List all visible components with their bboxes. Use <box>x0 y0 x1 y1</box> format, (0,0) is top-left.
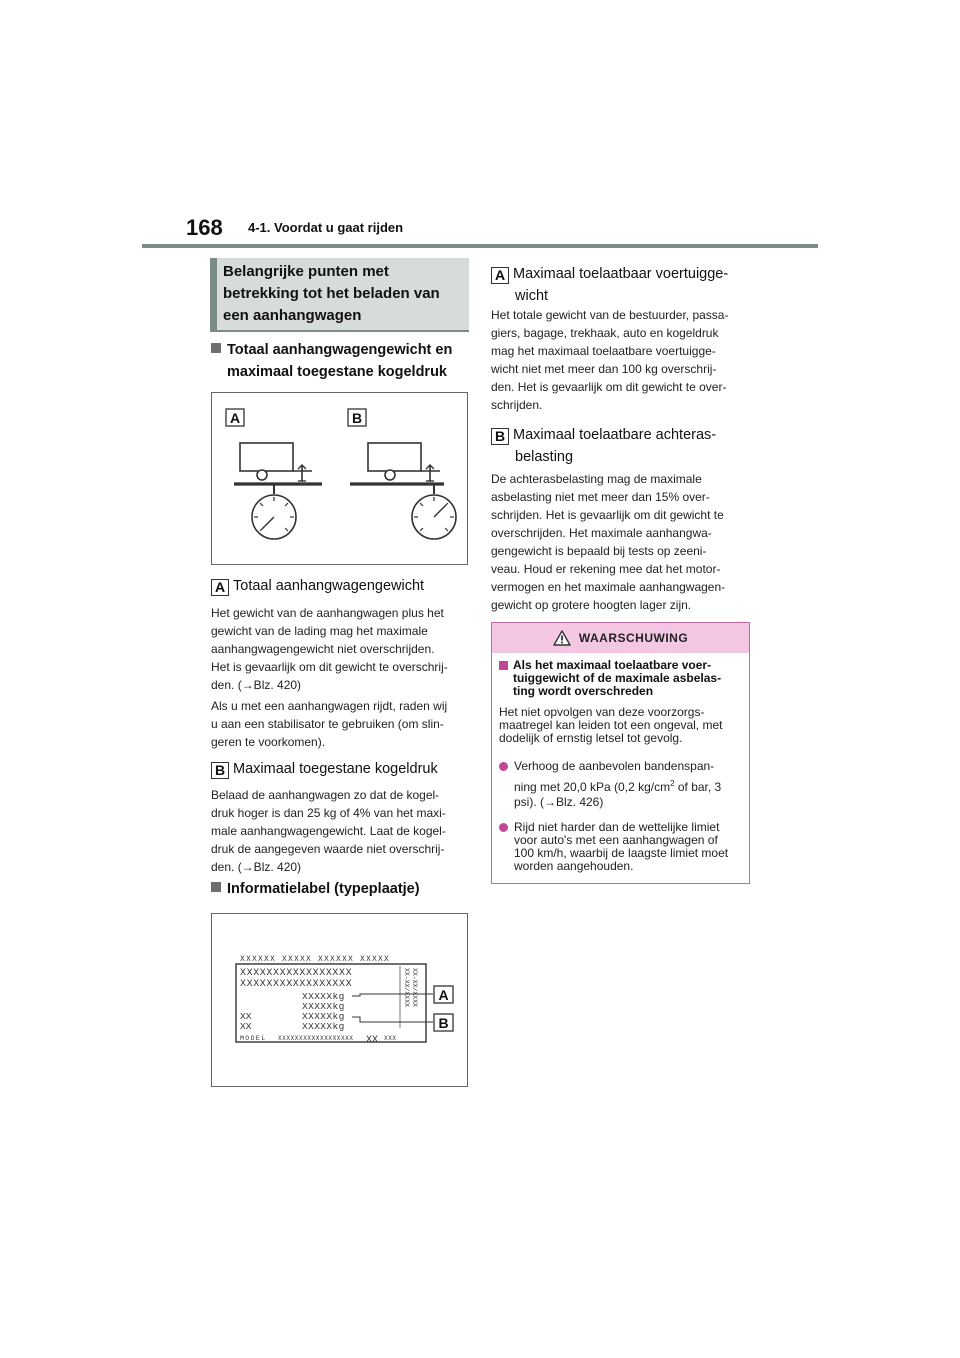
figure-label-a: A <box>229 410 241 426</box>
header-rule <box>142 244 818 248</box>
label-a-badge: A <box>211 579 229 596</box>
topic-title-line: een aanhangwagen <box>223 307 362 324</box>
warning-triangle-icon <box>553 630 571 646</box>
plate-callout-b: B <box>438 1015 449 1031</box>
topic-title-line: betrekking tot het beladen van <box>223 285 440 302</box>
right-item-a-heading: A Maximaal toelaatbaar voertuigge- wicht <box>491 263 753 307</box>
square-bullet-icon <box>211 882 221 892</box>
warning-title: WAARSCHUWING <box>578 631 689 645</box>
label-b-badge: B <box>211 762 229 779</box>
trailer-weight-figure <box>211 392 468 565</box>
item-a-paragraph-1: Het gewicht van de aanhangwagen plus het gewicht van de lading mag het maximale aanhangwagengewicht niet overschrijden. Het is gevaarlijk om dit gewicht te overschrij- den. (→Blz. 420) <box>211 606 448 692</box>
topic-title-line: Belangrijke punten met <box>223 263 389 280</box>
plate-row-6: XXXXXkg <box>302 1011 345 1022</box>
topic-title-box <box>210 258 469 330</box>
info-label-figure <box>211 913 468 1087</box>
plate-row-7: XXXXXkg <box>302 1021 345 1032</box>
right-item-a-paragraph: Het totale gewicht van de bestuurder, passa- giers, bagage, trekhaak, auto en kogeldruk mag het maximaal toelaatbare voertuigge- wicht niet met meer dan 100 kg overschrij- den. Het is gevaarlijk om dit gewicht te over- schrijden. <box>491 308 729 412</box>
trailer-gauges-illustration <box>212 393 469 566</box>
figure-label-b: B <box>351 410 363 426</box>
plate-row-6-left: XX <box>240 1011 252 1022</box>
plate-row-5: XXXXXkg <box>302 1001 345 1012</box>
trailer-on-gauge-a <box>234 443 322 539</box>
plate-row-2: XXXXXXXXXXXXXXXXX <box>240 968 353 979</box>
page-number: 168 <box>186 215 223 240</box>
warning-heading: Als het maximaal toelaatbare voer- tuiggewicht of de maximale asbelas- ting wordt overschreden <box>499 659 741 698</box>
label-a-badge: A <box>491 267 509 284</box>
section-heading-weights: Totaal aanhangwagengewicht en maximaal toegestane kogeldruk <box>211 339 473 383</box>
item-a-heading: A Totaal aanhangwagengewicht <box>211 575 424 597</box>
right-item-b-paragraph: De achterasbelasting mag de maximale asbelasting niet met meer dan 15% over- schrijden. Het is gevaarlijk om dit gewicht te overschrijden. Het maximale aanhangwa- gengewicht is bepaald bij tests op zeeni- veau. Houd er rekening mee dat het motor- vermogen en het maximale aanhangwagen- gewicht op grotere hoogten lager zijn. <box>491 472 726 612</box>
square-bullet-icon <box>211 343 221 353</box>
plate-row-4: XXXXXkg <box>302 991 345 1002</box>
section-heading-info-label: Informatielabel (typeplaatje) <box>211 878 420 900</box>
plate-side-text-1: XX-XX/XXXX <box>403 968 410 1008</box>
item-b-heading: B Maximaal toegestane kogeldruk <box>211 758 438 780</box>
plate-callout-a: A <box>438 987 449 1003</box>
plate-model-xxx: XXX <box>384 1035 397 1042</box>
bullet-dot-icon <box>499 823 508 832</box>
warning-bullet-speed-limit: Rijd niet harder dan de wettelijke limiet voor auto's met een aanhangwagen of 100 km/h, waarbij de laagste limiet moet worden aangehouden. <box>499 821 741 873</box>
type-plate-illustration <box>212 914 469 1088</box>
warning-box <box>491 622 750 884</box>
plate-model-label: MODEL <box>240 1035 267 1042</box>
plate-side-text-2: XX-XX/XXXX <box>411 968 418 1008</box>
bullet-dot-icon <box>499 762 508 771</box>
warning-text: Het niet opvolgen van deze voorzorgs- maatregel kan leiden tot een ongeval, met dodelijk of ernstig letsel tot gevolg. <box>499 705 723 745</box>
plate-model-value: XXXXXXXXXXXXXXXXXX <box>278 1035 354 1042</box>
trailer-on-gauge-b <box>350 443 456 539</box>
warning-bullet-tire-pressure: Verhoog de aanbevolen bandenspan- ning met 20,0 kPa (0,2 $kg/cm^2$ of bar, 3 psi). (→Blz. 426) <box>499 758 741 809</box>
item-b-paragraph: Belaad de aanhangwagen zo dat de kogel- druk hoger is dan 25 kg of 4% van het maxi- male aanhangwagengewicht. Laat de kogel- druk de aangegeven waarde niet overschrij- den. (→Blz. 420) <box>211 788 446 874</box>
warning-header <box>492 623 749 653</box>
square-bullet-icon <box>499 661 508 670</box>
section-title: 4-1. Voordat u gaat rijden <box>248 220 404 235</box>
title-box-underline <box>210 330 469 332</box>
plate-model-xx: XX <box>366 1035 379 1046</box>
plate-row-1: XXXXXX XXXXX XXXXXX XXXXX <box>240 955 391 964</box>
plate-row-7-left: XX <box>240 1021 252 1032</box>
label-b-badge: B <box>491 428 509 445</box>
right-item-b-heading: B Maximaal toelaatbare achteras- belasting <box>491 424 753 468</box>
plate-row-3: XXXXXXXXXXXXXXXXX <box>240 979 353 990</box>
item-a-paragraph-2: Als u met een aanhangwagen rijdt, raden wij u aan een stabilisator te gebruiken (om slin- geren te voorkomen). <box>211 699 448 749</box>
